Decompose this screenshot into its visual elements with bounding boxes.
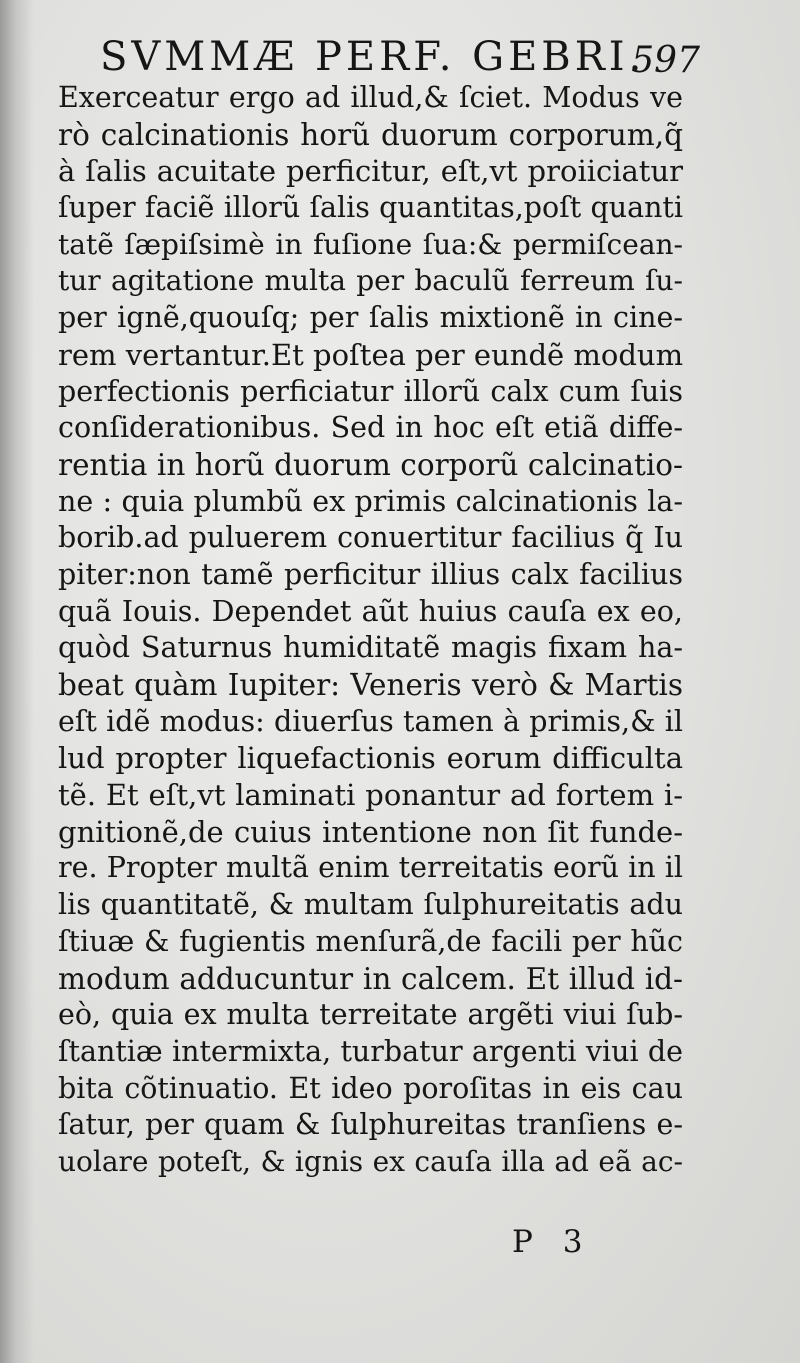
text-line: eò, quia ex multa terreitate argẽti viui ſub- xyxy=(58,998,683,1032)
text-line: conſiderationibus. Sed in hoc eſt etiã diffe- xyxy=(58,411,683,445)
text-line: tur agitatione multa per baculũ ferreum ſu- xyxy=(58,264,683,298)
page-header xyxy=(100,30,700,86)
text-line: eſt idẽ modus: diuerſus tamen à primis,& il xyxy=(58,704,683,738)
text-line: ſatur, per quam & ſulphureitas tranſiens e- xyxy=(58,1108,683,1142)
text-line: tatẽ ſæpiſsimè in fuſione ſua:& permiſcean- xyxy=(58,227,683,261)
text-line: lud propter liquefactionis eorum difficulta xyxy=(58,741,683,776)
text-line: piter:non tamẽ perficitur illius calx facilius xyxy=(58,557,683,591)
text-line: rò calcinationis horũ duorum corporum,q̃ xyxy=(58,117,683,152)
text-line: per ignẽ,quouſq; per ſalis mixtionẽ in cine- xyxy=(58,301,683,335)
text-line: ſtiuæ & fugientis menſurã,de facili per hũc xyxy=(58,924,683,958)
text-line: ne : quia plumbũ ex primis calcinationis la- xyxy=(58,484,683,518)
text-line: ſtantiæ intermixta, turbatur argenti viui de xyxy=(58,1034,683,1068)
text-line: bita cõtinuatio. Et ideo poroſitas in eis cau xyxy=(58,1071,683,1105)
text-line: rentia in horũ duorum corporũ calcinatio- xyxy=(58,447,683,482)
page-number: 597 xyxy=(631,40,700,81)
text-line: quòd Saturnus humiditatẽ magis fixam ha- xyxy=(58,631,683,665)
text-line: rem vertantur.Et poſtea per eundẽ modum xyxy=(58,337,683,372)
text-line: quã Iouis. Dependet aũt huius cauſa ex eo, xyxy=(58,594,683,628)
text-line: à ſalis acuitate perficitur, eſt,vt proiiciatur xyxy=(58,154,683,189)
signature-mark: P 3 xyxy=(512,1224,593,1260)
text-line: borib.ad puluerem conuertitur facilius q̃ Iu xyxy=(58,521,683,555)
text-line: perfectionis perficiatur illorũ calx cum ſuis xyxy=(58,374,683,408)
text-line: gnitionẽ,de cuius intentione non ſit funde- xyxy=(58,814,683,849)
text-line: tẽ. Et eſt,vt laminati ponantur ad fortem i- xyxy=(58,778,683,813)
text-line: lis quantitatẽ, & multam ſulphureitatis adu xyxy=(58,888,683,922)
text-line: uolare poteſt, & ignis ex cauſa illa ad eã ac- xyxy=(58,1144,683,1178)
text-line: Exerceatur ergo ad illud,& ſciet. Modus ve xyxy=(58,81,683,114)
body-text xyxy=(58,80,683,1181)
text-line: ſuper faciẽ illorũ ſalis quantitas,poſt quanti xyxy=(58,191,683,225)
text-line: beat quàm Iupiter: Veneris verò & Martis xyxy=(58,668,683,702)
text-line: modum adducuntur in calcem. Et illud id- xyxy=(58,961,683,996)
text-line: re. Propter multã enim terreitatis eorũ in il xyxy=(58,851,683,885)
gutter-shadow xyxy=(0,0,34,1363)
running-title: SVMMÆ PERF. GEBRI. xyxy=(100,34,646,80)
